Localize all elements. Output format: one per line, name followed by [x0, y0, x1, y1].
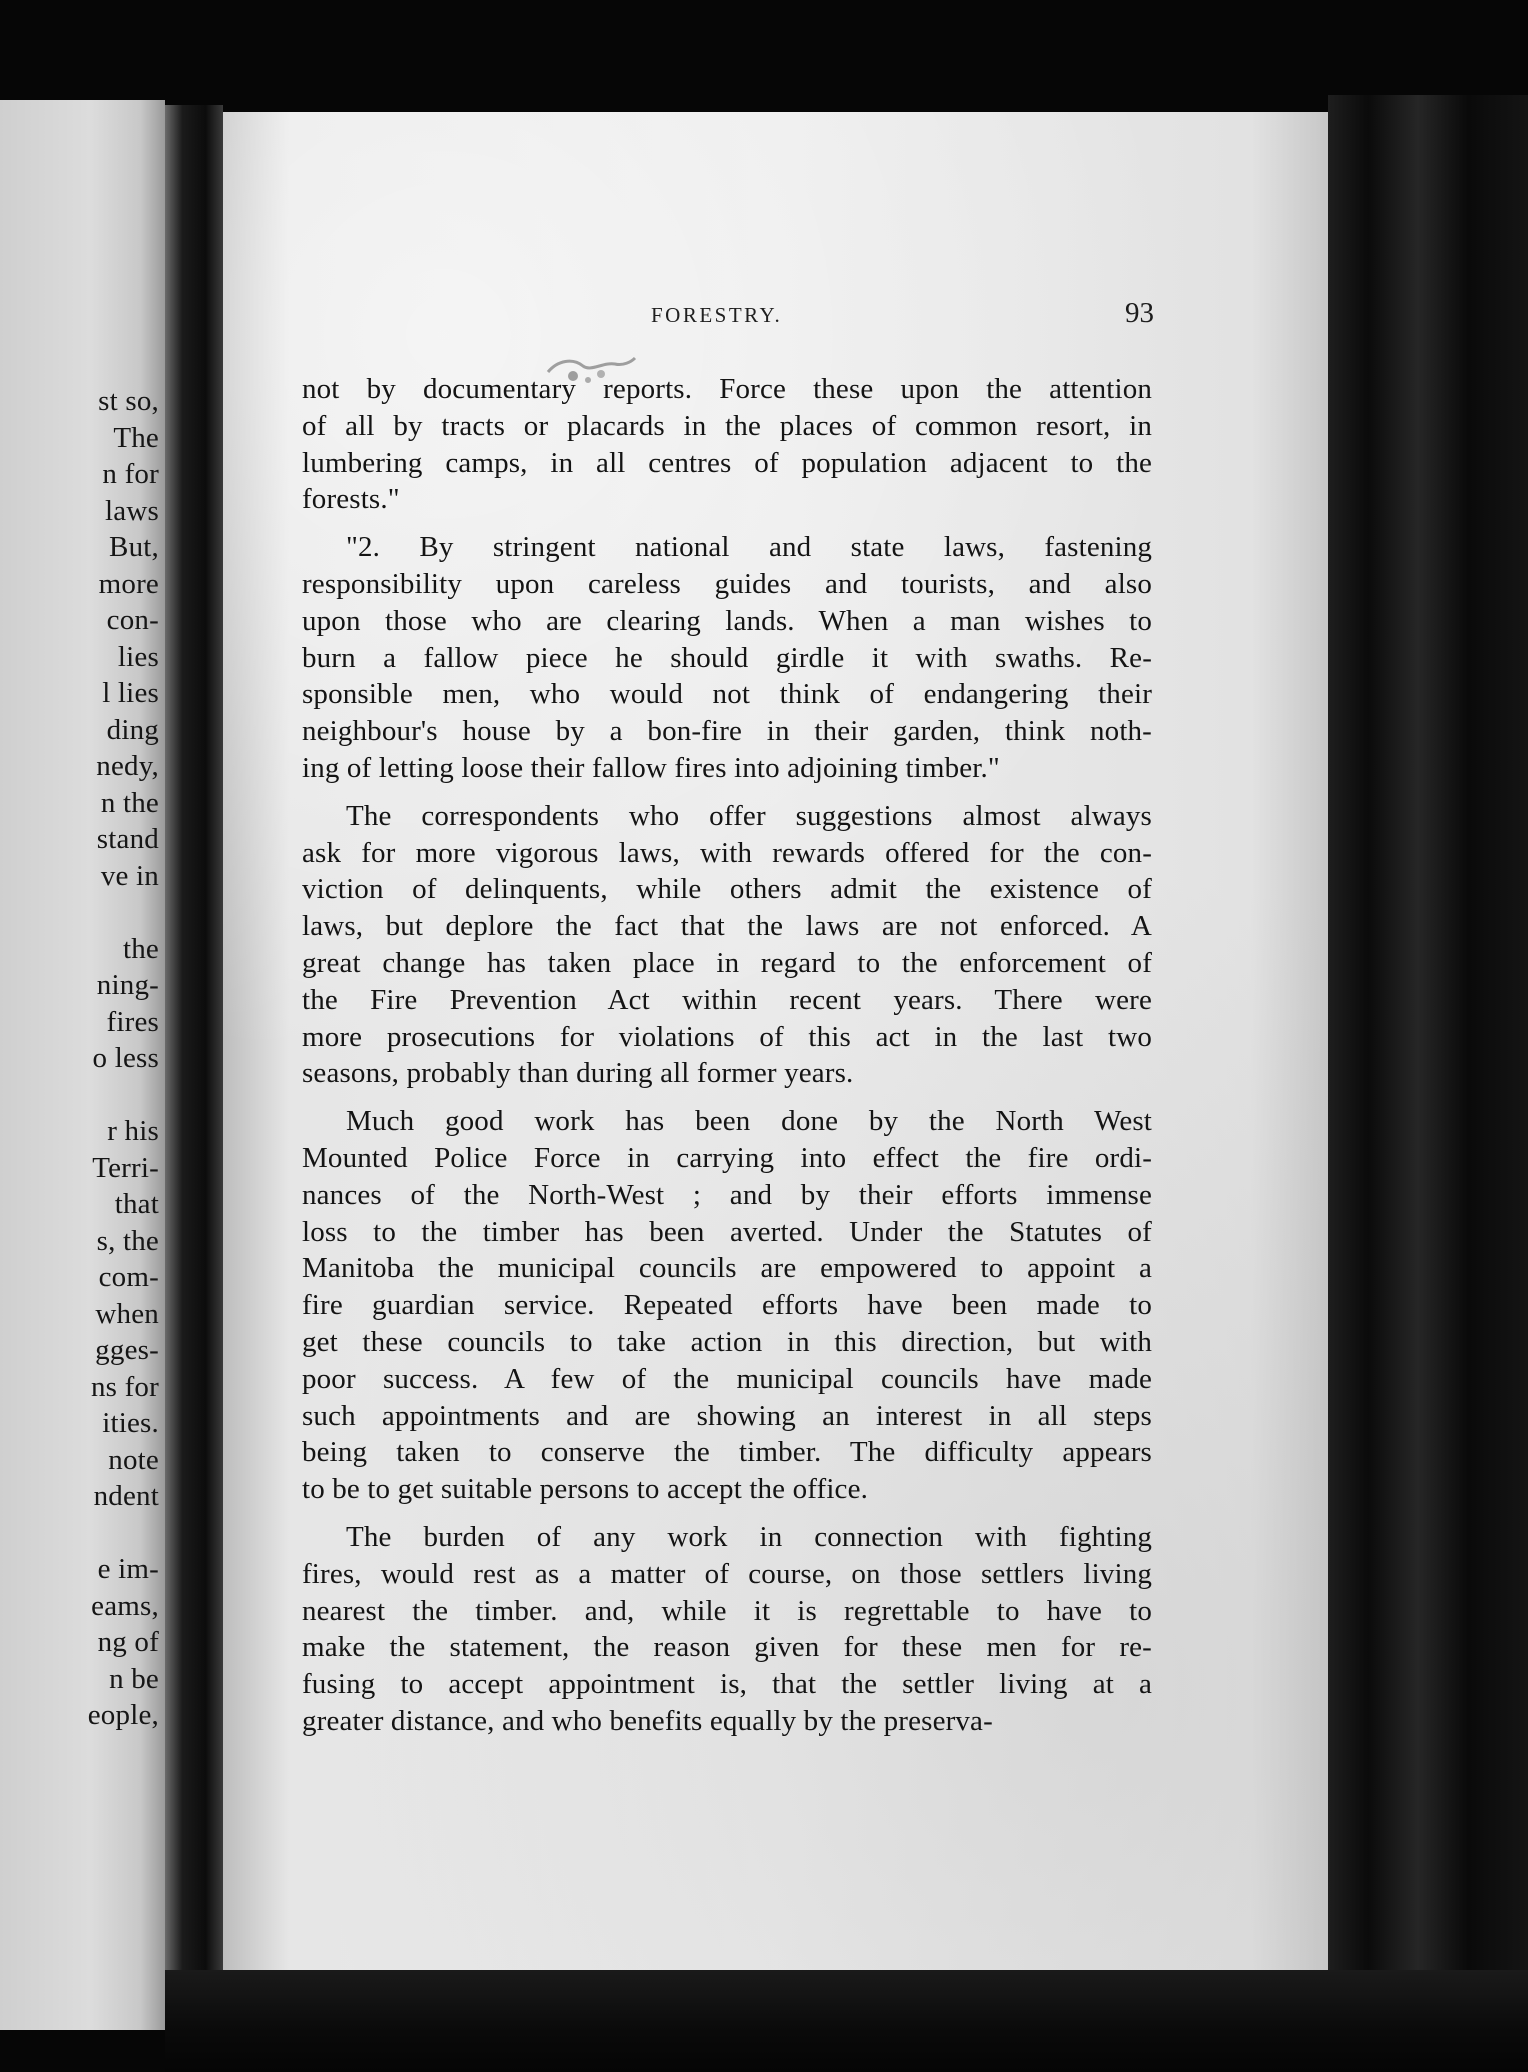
- text-line: ask for more vigorous laws, with rewards offered for the con-: [302, 836, 1152, 869]
- body-text: [302, 371, 1152, 1740]
- text-line: neighbour's house by a bon-fire in their garden, think noth-: [302, 715, 1152, 748]
- left-page-fragment: lies: [117, 640, 159, 673]
- left-page-fragment: com-: [98, 1261, 159, 1293]
- left-page-fragment: st so,: [98, 385, 159, 417]
- text-line: make the statement, the reason given for these men for re-: [302, 1631, 1152, 1664]
- left-page-fragment: the: [122, 932, 159, 965]
- left-page-fragment: [0, 894, 159, 931]
- left-page-fragment: o less: [92, 1042, 159, 1074]
- paragraph: [302, 1519, 1152, 1740]
- left-page-fragment: con-: [106, 604, 159, 636]
- text-line: great change has taken place in regard to the enforcement of: [302, 946, 1152, 979]
- text-line: responsibility upon careless guides and tourists, and also: [302, 567, 1152, 600]
- text-line: loss to the timber has been averted. Under the Statutes of: [302, 1215, 1152, 1248]
- text-line: fire guardian service. Repeated efforts have been made to: [302, 1289, 1152, 1322]
- text-line: The correspondents who offer suggestions almost always: [346, 799, 1152, 832]
- left-page-fragment: ng of: [97, 1626, 159, 1658]
- left-page-fragment: ndent: [93, 1480, 159, 1512]
- text-line: nearest the timber. and, while it is regrettable to have to: [302, 1594, 1152, 1627]
- left-page-fragment: s, the: [96, 1224, 159, 1257]
- text-line: lumbering camps, in all centres of population adjacent to the: [302, 446, 1152, 479]
- left-page-fragment: when: [95, 1297, 159, 1330]
- left-page-fragment: nedy,: [96, 750, 159, 782]
- book-gutter: [165, 105, 223, 2025]
- paragraph: [302, 371, 1152, 518]
- text-line: viction of delinquents, while others admit the existence of: [302, 873, 1152, 906]
- text-line: the Fire Prevention Act within recent years. There were: [302, 983, 1152, 1016]
- left-page-fragment: note: [108, 1443, 159, 1476]
- text-line: of all by tracts or placards in the places of common resort, in: [302, 409, 1152, 442]
- left-page-fragment: r his: [107, 1115, 159, 1147]
- text-line: poor success. A few of the municipal councils have made: [302, 1362, 1152, 1395]
- left-page-fragment: ns for: [90, 1370, 159, 1403]
- text-line: The burden of any work in connection with fighting: [346, 1520, 1152, 1553]
- text-line: ing of letting loose their fallow fires into adjoining timber.": [302, 751, 1000, 784]
- text-line: Manitoba the municipal councils are empowered to appoint a: [302, 1252, 1152, 1285]
- text-line: Mounted Police Force in carrying into effect the fire ordi-: [302, 1141, 1152, 1174]
- text-line: burn a fallow piece he should girdle it with swaths. Re-: [302, 641, 1152, 674]
- page-number: 93: [1125, 297, 1154, 329]
- left-page-fragment: n for: [102, 458, 159, 490]
- left-page-fragment: [0, 1077, 159, 1114]
- facing-left-page: [0, 100, 165, 2030]
- left-page-fragment: laws: [105, 494, 159, 527]
- left-page-text-fragments: [0, 383, 159, 1734]
- text-line: to be to get suitable persons to accept the office.: [302, 1473, 868, 1506]
- left-page-fragment: l lies: [102, 677, 159, 709]
- left-page-fragment: more: [98, 567, 159, 600]
- left-page-fragment: eople,: [87, 1699, 159, 1731]
- left-page-fragment: e im-: [97, 1553, 159, 1585]
- bottom-shadow: [165, 1970, 1528, 2072]
- running-head: FORESTRY.: [651, 303, 783, 327]
- left-page-fragment: fires: [106, 1005, 159, 1038]
- text-line: get these councils to take action in this direction, but with: [302, 1325, 1152, 1358]
- text-line: upon those who are clearing lands. When a man wishes to: [302, 604, 1152, 637]
- left-page-fragment: eams,: [91, 1589, 159, 1622]
- left-page-fragment: stand: [96, 823, 159, 855]
- left-page-fragment: ding: [106, 713, 159, 746]
- text-line: such appointments and are showing an interest in all steps: [302, 1399, 1152, 1432]
- text-line: fires, would rest as a matter of course, on those settlers living: [302, 1557, 1152, 1590]
- left-page-fragment: The: [113, 421, 159, 454]
- left-page-fragment: ities.: [102, 1407, 159, 1439]
- page-edge-shadow: [1328, 95, 1528, 2072]
- paragraph: [302, 529, 1152, 787]
- left-page-fragment: that: [114, 1188, 159, 1220]
- left-page-fragment: [0, 1515, 159, 1552]
- text-line: forests.": [302, 483, 400, 516]
- text-line: being taken to conserve the timber. The difficulty appears: [302, 1436, 1152, 1469]
- text-line: Much good work has been done by the North West: [346, 1105, 1152, 1138]
- left-page-fragment: But,: [109, 531, 159, 563]
- left-page-fragment: ve in: [100, 859, 159, 892]
- text-line: nances of the North-West ; and by their efforts immense: [302, 1178, 1152, 1211]
- text-line: fusing to accept appointment is, that the settler living at a: [302, 1668, 1152, 1701]
- text-line: sponsible men, who would not think of endangering their: [302, 678, 1152, 711]
- text-line: not by documentary reports. Force these upon the attention: [302, 373, 1152, 405]
- left-page-fragment: n the: [100, 786, 159, 819]
- paragraph: [302, 1103, 1152, 1508]
- left-page-fragment: ning-: [96, 969, 159, 1001]
- left-page-fragment: Terri-: [92, 1151, 159, 1184]
- text-line: greater distance, and who benefits equally by the preserva-: [302, 1704, 993, 1737]
- text-line: seasons, probably than during all former years.: [302, 1057, 854, 1090]
- paragraph: [302, 798, 1152, 1092]
- left-page-fragment: gges-: [95, 1334, 159, 1366]
- left-page-fragment: n be: [109, 1662, 159, 1695]
- text-line: more prosecutions for violations of this act in the last two: [302, 1020, 1152, 1053]
- text-line: laws, but deplore the fact that the laws are not enforced. A: [302, 910, 1152, 943]
- text-line: "2. By stringent national and state laws, fastening: [346, 531, 1152, 564]
